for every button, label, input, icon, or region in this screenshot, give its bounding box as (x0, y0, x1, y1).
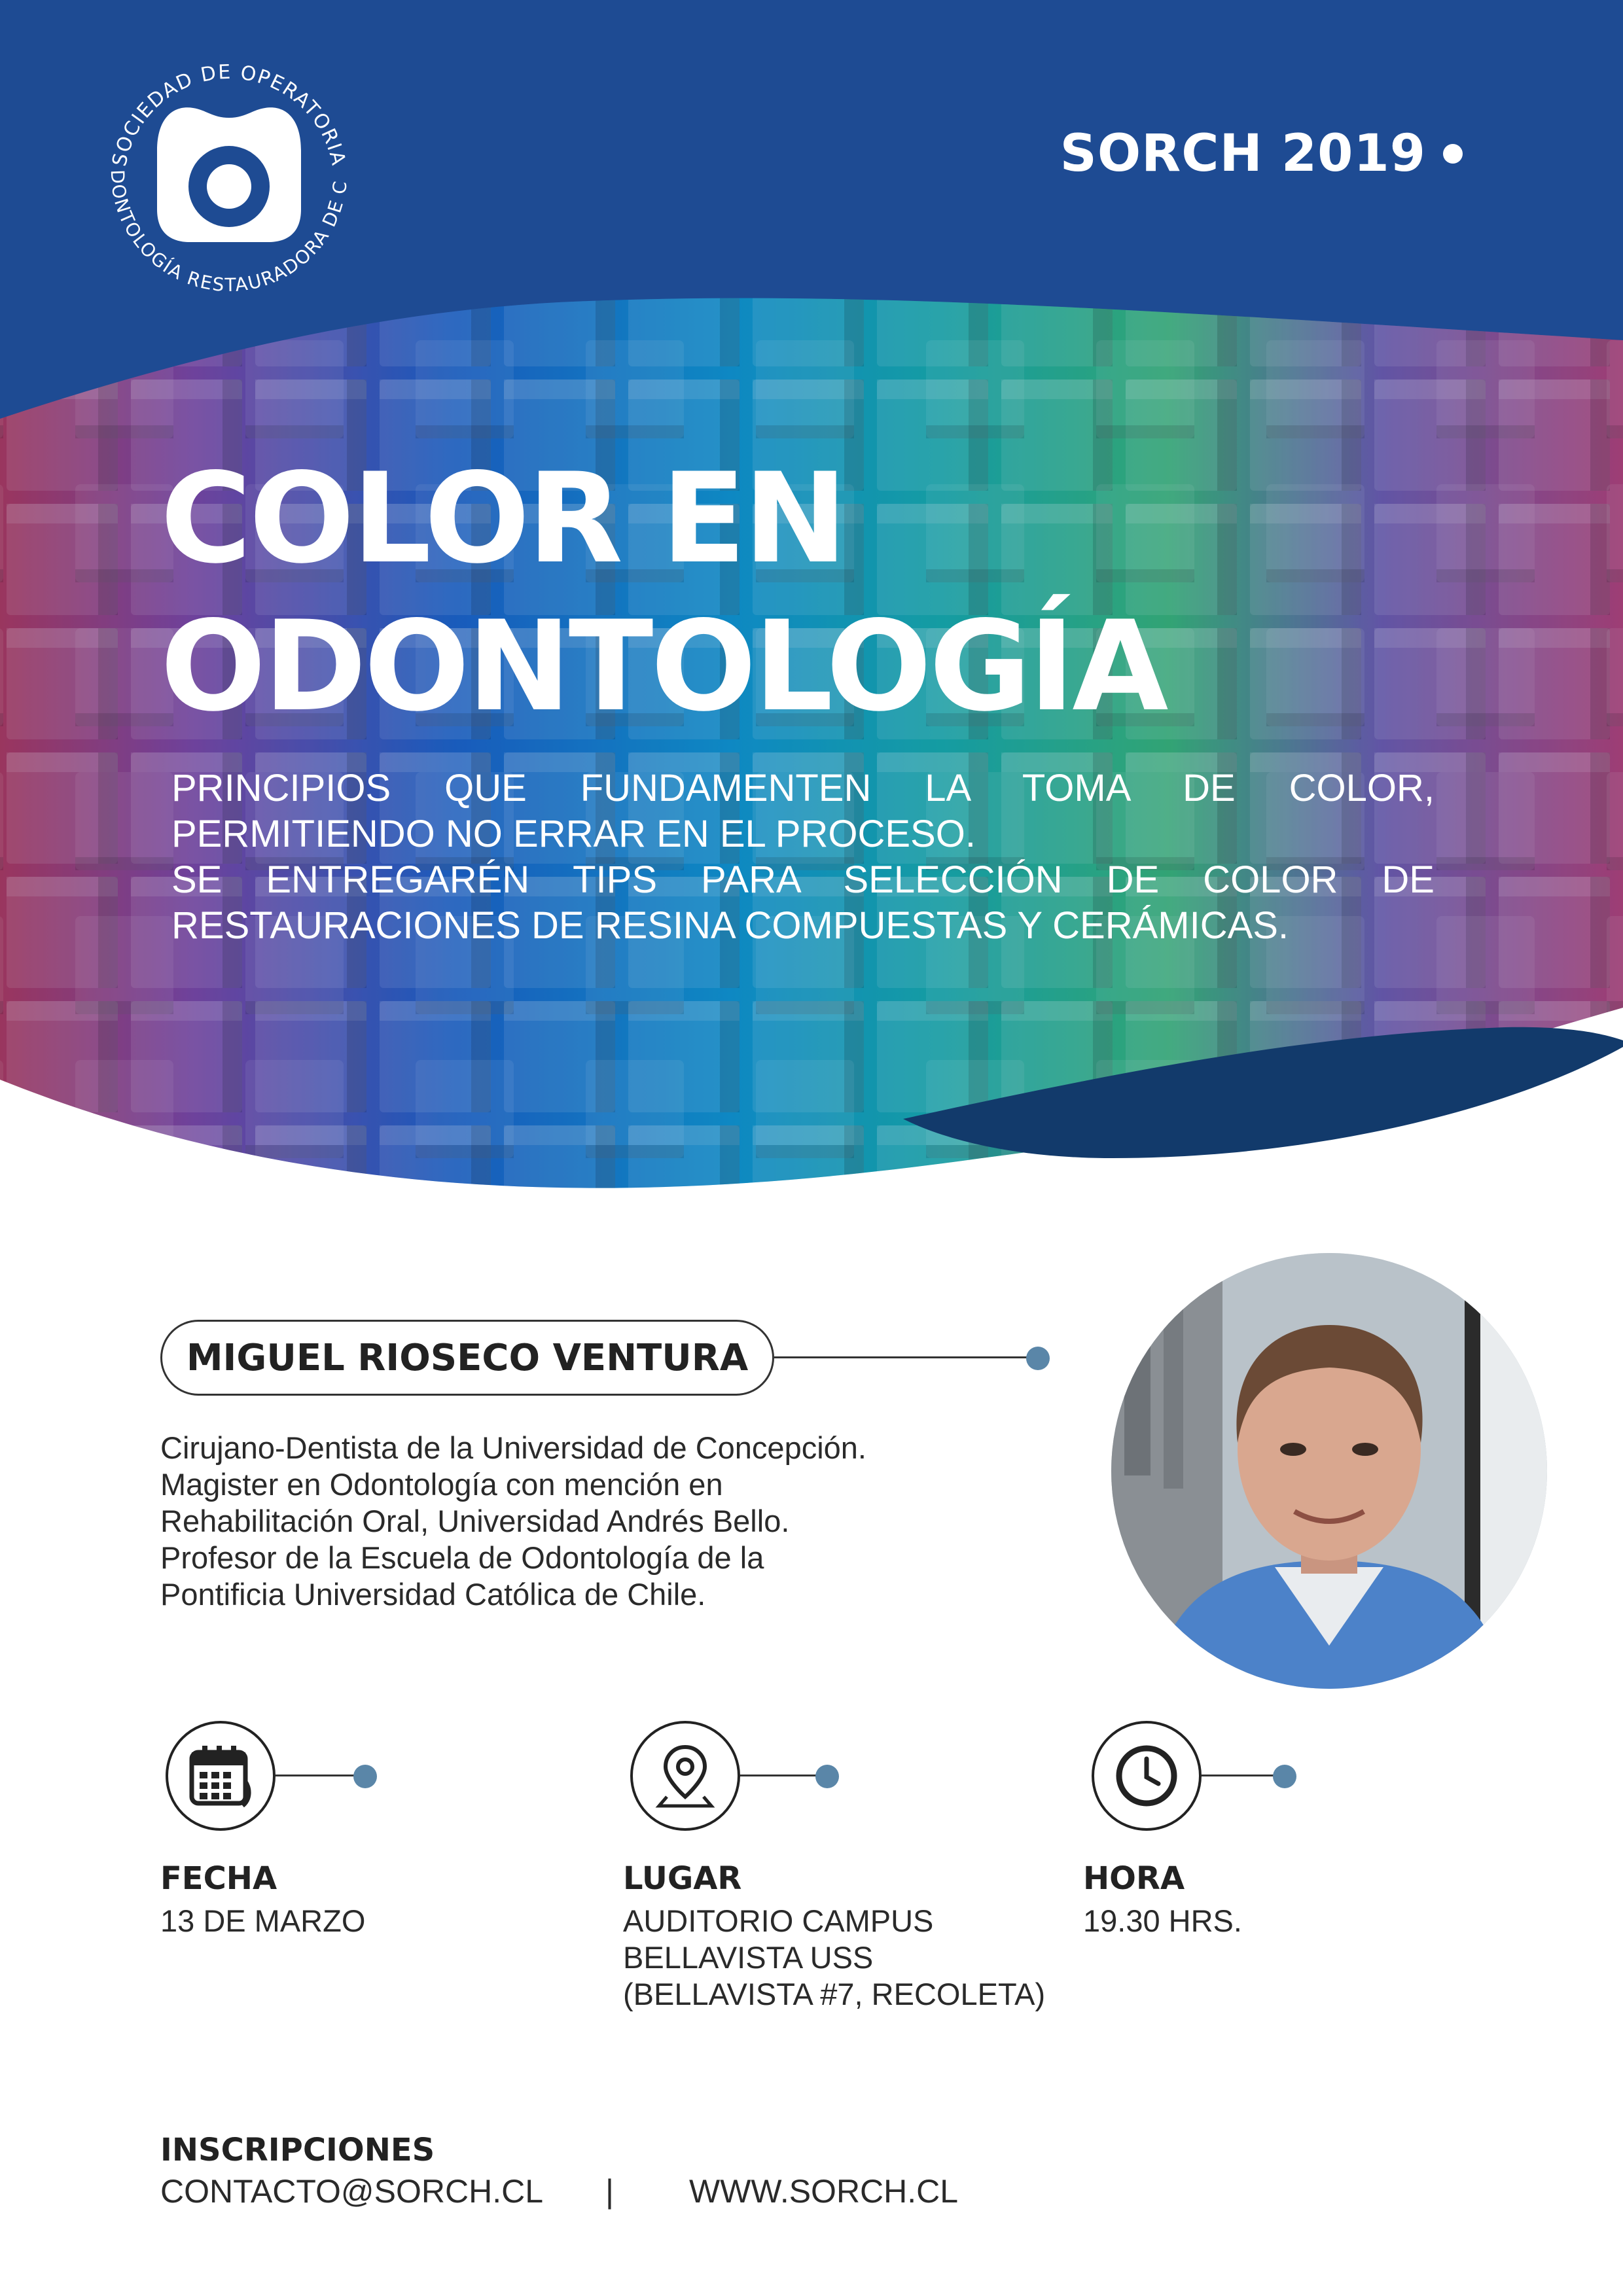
edition-text: SORCH 2019 (1060, 124, 1426, 183)
title-line-2: ODONTOLOGÍA (160, 594, 1166, 739)
contact-separator: | (605, 2173, 614, 2210)
location-pin-icon (630, 1721, 740, 1831)
bio-line: Pontificia Universidad Católica de Chile. (160, 1577, 706, 1612)
event-description (171, 766, 1435, 949)
speaker-connector-line (774, 1356, 1039, 1358)
fecha-connector-dot (353, 1765, 377, 1788)
fecha-label: FECHA (160, 1860, 277, 1897)
lugar-connector-dot (815, 1765, 839, 1788)
lugar-value-line: (BELLAVISTA #7, RECOLETA) (623, 1977, 1046, 2011)
speaker-connector-dot (1026, 1347, 1050, 1370)
title-line-1: COLOR EN (160, 446, 846, 591)
speaker-bio (160, 1430, 866, 1613)
fecha-connector-line (276, 1775, 359, 1776)
clock-icon (1092, 1721, 1202, 1831)
lugar-value-line: BELLAVISTA USS (623, 1940, 874, 1975)
bio-line: Rehabilitación Oral, Universidad Andrés Bello. (160, 1504, 790, 1538)
bio-line: Magister en Odontología con mención en (160, 1467, 723, 1502)
description-line: RESTAURACIONES DE RESINA COMPUESTAS Y CERÁMICAS. (171, 904, 1289, 947)
lugar-label: LUGAR (623, 1860, 742, 1897)
inscripciones-label: INSCRIPCIONES (160, 2132, 435, 2168)
lugar-value-line: AUDITORIO CAMPUS (623, 1903, 934, 1938)
lugar-connector-line (740, 1775, 824, 1776)
edition-label (1060, 124, 1463, 183)
bio-line: Profesor de la Escuela de Odontología de la (160, 1540, 764, 1575)
logo-ring-text-top: SOCIEDAD DE OPERATORIA (108, 60, 350, 169)
website-link[interactable]: WWW.SORCH.CL (689, 2173, 959, 2210)
event-title (160, 445, 1166, 741)
lugar-value (623, 1903, 1045, 2013)
bio-line: Cirujano-Dentista de la Universidad de Concepción. (160, 1430, 866, 1465)
hora-connector-dot (1273, 1765, 1296, 1788)
speaker-name-pill (160, 1320, 774, 1396)
calendar-icon (166, 1721, 276, 1831)
speaker-name: MIGUEL RIOSECO VENTURA (186, 1336, 749, 1379)
description-line: PRINCIPIOS QUE FUNDAMENTEN LA TOMA DE COLOR, (171, 767, 1435, 809)
edition-dot (1443, 144, 1463, 164)
hora-label: HORA (1083, 1860, 1185, 1897)
speaker-photo (1111, 1253, 1547, 1689)
hora-value (1083, 1903, 1242, 1939)
logo-ring-text-bottom: DONTOLOGÍA RESTAURADORA DE C (106, 169, 351, 296)
fecha-value-line: 13 DE MARZO (160, 1903, 366, 1938)
description-line: PERMITIENDO NO ERRAR EN EL PROCESO. (171, 813, 976, 855)
contact-email[interactable]: CONTACTO@SORCH.CL (160, 2173, 544, 2210)
fecha-value (160, 1903, 365, 1939)
description-line: SE ENTREGARÉN TIPS PARA SELECCIÓN DE COLOR DE (171, 858, 1435, 901)
hora-value-line: 19.30 HRS. (1083, 1903, 1242, 1938)
sorch-logo (85, 33, 373, 321)
